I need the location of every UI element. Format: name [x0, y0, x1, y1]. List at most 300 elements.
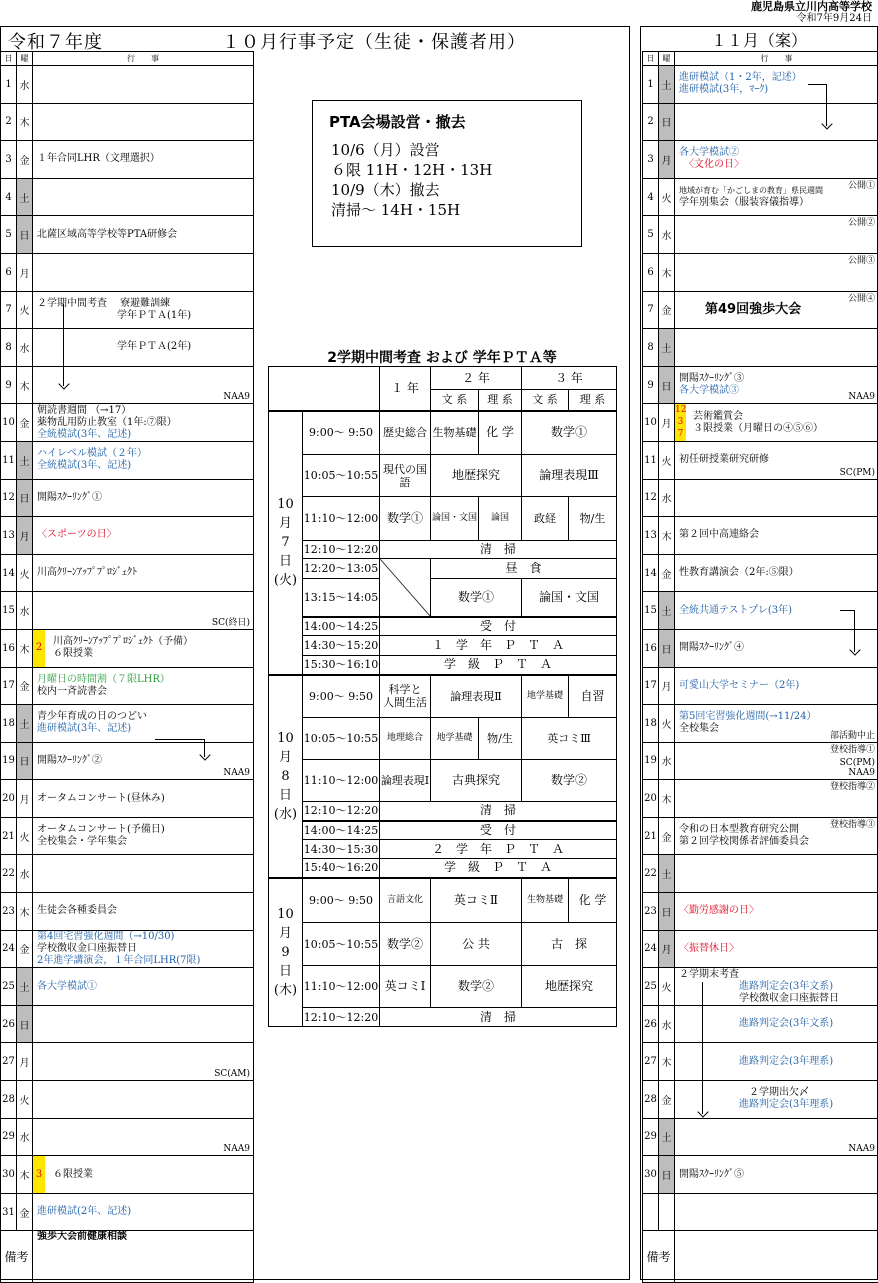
day-events [33, 66, 254, 104]
exam-header-blank [269, 367, 380, 411]
event-line: 2年進学講演会，１年合同LHR(7限) [37, 955, 253, 967]
col-events-header: 行 事 [33, 52, 254, 66]
day-events [675, 141, 878, 179]
day-number: 23 [1, 893, 17, 931]
weekday: 土 [659, 1118, 675, 1156]
day-number: 20 [643, 780, 659, 818]
event-line: 芸術鑑賞会 [693, 411, 878, 423]
event-line: 地域が育む「かごしまの教育」県民週間 [679, 185, 878, 197]
event-line: 開陽ｽｸｰﾘﾝｸﾞ④ [679, 642, 878, 654]
event-line: 〈文化の日〉 [679, 159, 878, 171]
weekday: 水 [659, 1005, 675, 1043]
col-weekday-header: 曜 [17, 52, 33, 66]
exam-schedule-table [268, 366, 617, 1027]
day-number: 27 [643, 1043, 659, 1081]
right-note: SC(PM) [840, 757, 875, 769]
day-number: 3 [643, 141, 659, 179]
event-line: 〈振替休日〉 [679, 943, 878, 955]
calendar-row [643, 930, 878, 968]
weekday: 木 [17, 893, 33, 931]
weekday: 日 [17, 479, 33, 517]
day-number: 22 [643, 855, 659, 893]
calendar-row [1, 366, 254, 404]
weekday: 金 [659, 1081, 675, 1119]
calendar-row [643, 329, 878, 367]
day-events [675, 968, 878, 1006]
day-events [33, 253, 254, 291]
exam-reception: 受 付 [380, 617, 617, 636]
grade2-header: ２ 年 [431, 367, 522, 390]
calendar-row [643, 629, 878, 667]
event-line: ６限授業 [53, 648, 253, 660]
calendar-row [1, 291, 254, 329]
right-note: NAA9 [848, 391, 875, 403]
day-number: 25 [1, 968, 17, 1006]
event-line: ２学期末考査 [679, 969, 878, 981]
day-events [675, 1118, 878, 1156]
exam-day-oct9: 10 月 9 日 (木) [269, 878, 303, 1027]
calendar-row [643, 66, 878, 104]
exam-subject: 物/生 [479, 718, 522, 760]
weekday: 水 [17, 855, 33, 893]
weekday: 水 [17, 592, 33, 630]
day-events [33, 1043, 254, 1081]
pta-setup-box [312, 100, 582, 247]
calendar-row [643, 1118, 878, 1156]
day-events [675, 404, 878, 442]
calendar-row [1, 592, 254, 630]
weekday: 日 [17, 216, 33, 254]
issue-date: 令和7年9月24日 [797, 13, 872, 25]
calendar-row [643, 667, 878, 705]
day-number: 2 [1, 103, 17, 141]
calendar-row [643, 780, 878, 818]
day-events [33, 1193, 254, 1231]
right-note: 公開③ [848, 255, 875, 267]
pta-box-line: 10/9（木）撤去 [329, 180, 581, 200]
calendar-row [1, 141, 254, 179]
exam-subject: 地歴探究 [522, 966, 617, 1008]
exam-time: 11:10～12:00 [303, 760, 380, 802]
event-line: 校内一斉読書会 [37, 686, 253, 698]
event-line: 各大学模試① [37, 981, 253, 993]
day-number: 5 [643, 216, 659, 254]
weekday: 日 [659, 366, 675, 404]
event-line: 初任研授業研究研修 [679, 454, 878, 466]
day-events [675, 291, 878, 329]
exam-time: 14:00～14:25 [303, 821, 380, 840]
calendar-row [1, 817, 254, 855]
notes-label: 備考 [643, 1231, 675, 1283]
weekday: 水 [17, 66, 33, 104]
calendar-row [1, 1193, 254, 1231]
weekday: 火 [659, 178, 675, 216]
event-line: ６限授業 [53, 1169, 253, 1181]
event-line: 進路判定会(3年文系) [679, 981, 878, 993]
weekday: 火 [659, 968, 675, 1006]
weekday: 金 [17, 930, 33, 968]
day-events [675, 253, 878, 291]
exam-time: 11:10～12:00 [303, 966, 380, 1008]
day-events [675, 216, 878, 254]
calendar-row [1, 629, 254, 667]
notes-row [643, 1231, 878, 1283]
exam-subject: 自習 [569, 675, 617, 718]
right-note: SC(終日) [212, 617, 250, 629]
calendar-row [643, 479, 878, 517]
weekday: 土 [17, 441, 33, 479]
day-number: 9 [643, 366, 659, 404]
weekday: 火 [17, 291, 33, 329]
day-number: 2 [643, 103, 659, 141]
day-number: 23 [643, 893, 659, 931]
exam-subject: 科学と 人間生活 [380, 675, 431, 718]
november-title: １１月（案） [640, 28, 878, 51]
notes-text [675, 1231, 878, 1283]
grade3-header: ３ 年 [522, 367, 617, 390]
day-number: 15 [643, 592, 659, 630]
right-note: 公開① [848, 180, 875, 192]
event-line: 進研模試（1・2年，記述） [679, 72, 878, 84]
calendar-row [643, 517, 878, 555]
event-line: 薬物乱用防止教室（1年:⑦限） [37, 417, 253, 429]
exam-subject: 公 共 [431, 923, 522, 966]
event-line: 開陽ｽｸｰﾘﾝｸﾞ② [37, 755, 253, 767]
right-note: NAA9 [223, 391, 250, 403]
exam-time: 12:10～12:20 [303, 1008, 380, 1027]
calendar-row [643, 1193, 878, 1231]
g2-science: 理 系 [479, 390, 522, 411]
exam-subject: 英コミⅡ [431, 878, 522, 923]
weekday: 金 [659, 554, 675, 592]
notes-label: 備考 [1, 1231, 33, 1283]
calendar-row [643, 817, 878, 855]
day-events [33, 291, 254, 329]
event-line: 青少年育成の日のつどい [37, 711, 253, 723]
event-line: オータムコンサート(昼休み) [37, 793, 253, 805]
weekday: 日 [659, 1156, 675, 1194]
day-events [675, 1156, 878, 1194]
day-number: 3 [1, 141, 17, 179]
exam-subject: 数学① [380, 497, 431, 541]
day-number: 13 [643, 517, 659, 555]
event-line: 全統模試(3年、記述) [37, 429, 253, 441]
day-number: 22 [1, 855, 17, 893]
event-line: ２学期出欠〆 [679, 1087, 878, 1099]
exam-time: 10:05～10:55 [303, 455, 380, 497]
weekday: 木 [17, 1156, 33, 1194]
day-number: 16 [643, 629, 659, 667]
exam-subject: 論国・文国 [522, 579, 617, 617]
g3-science: 理 系 [569, 390, 617, 411]
day-number: 18 [643, 705, 659, 743]
event-line: 開陽ｽｸｰﾘﾝｸﾞ① [37, 492, 253, 504]
event-line: 第２回中高連絡会 [679, 529, 878, 541]
calendar-row [1, 1043, 254, 1081]
right-note: SC(PM) [840, 467, 875, 479]
event-line: 学年別集会（服装容儀指導） [679, 197, 878, 209]
calendar-row [1, 705, 254, 743]
day-number: 8 [643, 329, 659, 367]
right-note: 登校指導② [830, 781, 875, 793]
exam-cleaning: 清 掃 [380, 1008, 617, 1027]
calendar-row [1, 66, 254, 104]
calendar-row [1, 103, 254, 141]
day-events [675, 1193, 878, 1231]
calendar-row [1, 855, 254, 893]
day-number: 30 [1, 1156, 17, 1194]
weekday: 土 [17, 178, 33, 216]
day-number: 1 [1, 66, 17, 104]
exam-subject: 論理表現Ⅲ [522, 455, 617, 497]
exam-day-oct8: 10 月 8 日 (水) [269, 675, 303, 878]
day-events [33, 404, 254, 442]
calendar-row [643, 1043, 878, 1081]
arrow-line [808, 84, 826, 85]
grade1-header: １ 年 [380, 367, 431, 411]
calendar-row [1, 517, 254, 555]
calendar-row [643, 441, 878, 479]
weekday: 日 [17, 742, 33, 780]
weekday: 月 [659, 930, 675, 968]
event-line: 全統共通テストプレ(3年) [679, 605, 878, 617]
day-number: 20 [1, 780, 17, 818]
event-line: １年合同LHR（文理選択） [37, 153, 253, 165]
day-events [675, 441, 878, 479]
exam-time: 15:40～16:20 [303, 859, 380, 878]
day-number: 9 [1, 366, 17, 404]
day-events [33, 216, 254, 254]
day-events [33, 554, 254, 592]
period-digit: 3 [675, 416, 686, 428]
november-calendar [642, 51, 878, 1283]
calendar-row [1, 780, 254, 818]
exam-class-pta: 学 級 Ｐ Ｔ Ａ [380, 656, 617, 675]
day-events [675, 103, 878, 141]
exam-time: 12:20～13:05 [303, 559, 380, 579]
exam-subject: 古典探究 [431, 760, 522, 802]
weekday: 水 [17, 329, 33, 367]
day-events [33, 1156, 254, 1194]
day-number: 17 [1, 667, 17, 705]
calendar-row [1, 742, 254, 780]
day-events [33, 103, 254, 141]
day-number: 6 [643, 253, 659, 291]
day-number: 8 [1, 329, 17, 367]
school-name: 鹿児島県立川内高等学校 [751, 1, 872, 13]
calendar-row [643, 291, 878, 329]
calendar-row [1, 178, 254, 216]
g3-humanities: 文 系 [522, 390, 569, 411]
calendar-row [1, 1156, 254, 1194]
exam-subject: 数学① [522, 411, 617, 455]
exam-subject: 地学基礎 [522, 675, 569, 718]
day-number: 10 [643, 404, 659, 442]
day-number: 29 [643, 1118, 659, 1156]
day-number: 24 [643, 930, 659, 968]
day-number: 27 [1, 1043, 17, 1081]
day-number: 11 [1, 441, 17, 479]
weekday: 月 [659, 404, 675, 442]
day-number: 28 [643, 1081, 659, 1119]
calendar-row [643, 404, 878, 442]
exam-subject: 数学② [380, 923, 431, 966]
calendar-row [1, 404, 254, 442]
calendar-row [1, 1118, 254, 1156]
weekday: 木 [659, 1043, 675, 1081]
exam-subject: 数学② [522, 760, 617, 802]
calendar-row [643, 968, 878, 1006]
right-note: NAA9 [848, 767, 875, 779]
day-number: 21 [1, 817, 17, 855]
event-line: 第２回学校関係者評価委員会 [679, 836, 878, 848]
event-line: 開陽ｽｸｰﾘﾝｸﾞ⑤ [679, 1169, 878, 1181]
weekday: 日 [17, 1005, 33, 1043]
exam-subject: 論国 [479, 497, 522, 541]
day-events [33, 705, 254, 743]
exam-subject: 政経 [522, 497, 569, 541]
exam-subject: 物/生 [569, 497, 617, 541]
arrow-line [155, 739, 205, 740]
day-events [675, 178, 878, 216]
pta-box-line: 清掃～ 14H・15H [329, 200, 581, 220]
day-number: 14 [643, 554, 659, 592]
exam-subject: 論国・文国 [431, 497, 479, 541]
exam-day-oct7: 10 月 7 日 (火) [269, 411, 303, 675]
exam-subject: 論理表現Ⅰ [380, 760, 431, 802]
day-events [675, 930, 878, 968]
weekday: 月 [17, 1043, 33, 1081]
exam-subject: 数学② [431, 966, 522, 1008]
event-line: 学校徴収金口座振替日 [37, 943, 253, 955]
calendar-row [1, 893, 254, 931]
notes-text: 強歩大会前健康相談 [33, 1231, 254, 1283]
col-weekday-header: 曜 [659, 52, 675, 66]
pta-box-line: ６限 11H・12H・13H [329, 160, 581, 180]
exam-time: 9:00～ 9:50 [303, 675, 380, 718]
event-line: 進路判定会(3年文系) [679, 1018, 878, 1030]
g2-humanities: 文 系 [431, 390, 479, 411]
event-line: 〈勤労感謝の日〉 [679, 905, 878, 917]
day-events [33, 893, 254, 931]
event-line: 〈スポーツの日〉 [37, 529, 253, 541]
arrow-down-icon [826, 84, 827, 126]
exam-time: 10:05～10:55 [303, 923, 380, 966]
day-number: 14 [1, 554, 17, 592]
weekday: 土 [17, 968, 33, 1006]
weekday: 水 [659, 742, 675, 780]
weekday: 水 [17, 1118, 33, 1156]
day-number: 5 [1, 216, 17, 254]
weekday: 火 [17, 1081, 33, 1119]
day-events [675, 742, 878, 780]
right-note: 部活動中止 [830, 730, 875, 742]
weekday: 土 [659, 329, 675, 367]
day-number: 19 [1, 742, 17, 780]
weekday: 木 [659, 780, 675, 818]
weekday: 金 [659, 291, 675, 329]
calendar-row [1, 554, 254, 592]
exam-time: 14:30～15:30 [303, 840, 380, 859]
day-number: 15 [1, 592, 17, 630]
day-events [675, 667, 878, 705]
right-note: NAA9 [223, 767, 250, 779]
exam-cleaning: 清 掃 [380, 541, 617, 559]
exam-subject: 英コミⅢ [522, 718, 617, 760]
exam-time: 11:10～12:00 [303, 497, 380, 541]
weekday: 土 [659, 66, 675, 104]
calendar-row [1, 479, 254, 517]
calendar-row [1, 441, 254, 479]
event-line: 川高ｸﾘｰﾝｱｯﾌﾟﾌﾟﾛｼﾞｪｸﾄ [37, 567, 253, 579]
right-note: NAA9 [848, 1143, 875, 1155]
day-events [33, 141, 254, 179]
right-note: 公開④ [848, 293, 875, 305]
day-events [33, 780, 254, 818]
weekday: 月 [17, 517, 33, 555]
day-events [33, 629, 254, 667]
arrow-line [840, 610, 854, 611]
day-number: 12 [643, 479, 659, 517]
event-line: 学年ＰＴＡ(1年) [37, 310, 253, 322]
exam-subject: 化 学 [479, 411, 522, 455]
arrow-down-icon [702, 982, 703, 1114]
exam-subject: 化 学 [569, 878, 617, 923]
col-day-header: 日 [643, 52, 659, 66]
calendar-row [643, 178, 878, 216]
event-line: ３限授業（月曜日の④⑤⑥） [693, 423, 878, 435]
right-note: NAA9 [223, 1143, 250, 1155]
day-number: 30 [643, 1156, 659, 1194]
calendar-row [643, 554, 878, 592]
exam-subject: 論理表現Ⅱ [431, 675, 522, 718]
exam-subject: 英コミⅠ [380, 966, 431, 1008]
event-line: 学年ＰＴＡ(2年) [37, 341, 253, 353]
calendar-row [643, 742, 878, 780]
exam-time: 14:30～15:20 [303, 636, 380, 656]
day-events [675, 366, 878, 404]
weekday: 土 [659, 592, 675, 630]
day-events [675, 1005, 878, 1043]
exam-time: 15:30～16:10 [303, 656, 380, 675]
arrow-down-icon [63, 304, 64, 386]
day-number: 18 [1, 705, 17, 743]
exam-time: 9:00～ 9:50 [303, 411, 380, 455]
exam-subject: 数学① [431, 579, 522, 617]
period-digit: 7 [675, 428, 686, 440]
exam-reception: 受 付 [380, 821, 617, 840]
event-line: オータムコンサート(予備日) [37, 824, 253, 836]
weekday: 金 [17, 1193, 33, 1231]
day-number: 13 [1, 517, 17, 555]
exam-subject: 生物基礎 [522, 878, 569, 923]
day-number: 12 [1, 479, 17, 517]
calendar-row [1, 968, 254, 1006]
event-line: 性教育講演会（2年:⑤限） [679, 567, 878, 579]
day-number: 21 [643, 817, 659, 855]
calendar-row [1, 1081, 254, 1119]
calendar-row [643, 705, 878, 743]
event-line: 学校徴収金口座振替日 [679, 993, 878, 1005]
exam-subject: 生物基礎 [431, 411, 479, 455]
weekday: 月 [17, 253, 33, 291]
exam-subject: 現代の国語 [380, 455, 431, 497]
calendar-row [643, 1156, 878, 1194]
class-count-badge: 2 [33, 630, 45, 667]
event-line: 開陽ｽｸｰﾘﾝｸﾞ③ [679, 373, 878, 385]
calendar-row [643, 1005, 878, 1043]
period-digit: 12 [675, 404, 686, 416]
